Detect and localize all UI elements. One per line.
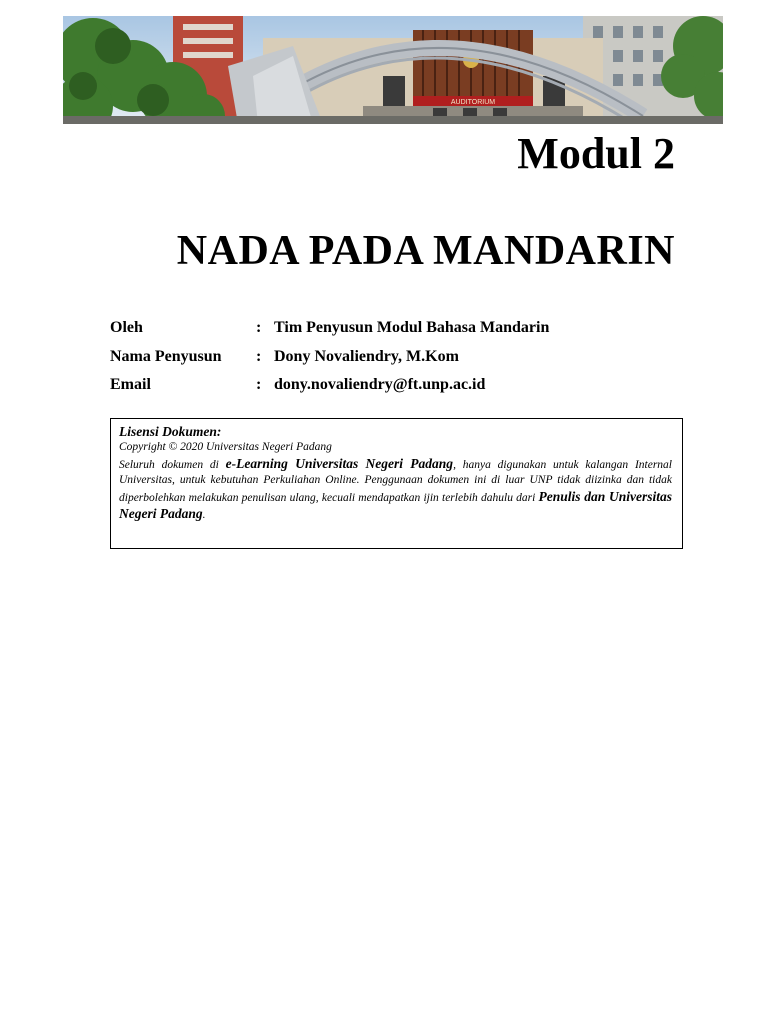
- building-sign-text: AUDITORIUM: [450, 99, 496, 106]
- license-text: [119, 456, 672, 524]
- info-value: Tim Penyusun Modul Bahasa Mandarin: [274, 319, 550, 336]
- info-row-oleh: [110, 316, 690, 345]
- license-text-part: .: [202, 509, 206, 521]
- license-copyright: Copyright © 2020 Universitas Negeri Padang: [119, 441, 332, 453]
- info-label: Nama Penyusun: [110, 347, 222, 365]
- info-label: Email: [110, 376, 151, 393]
- info-colon: :: [256, 376, 262, 393]
- license-box: [110, 418, 683, 549]
- info-row-nama-penyusun: [110, 345, 690, 374]
- header-banner-photo: [63, 16, 723, 124]
- info-colon: :: [256, 347, 262, 365]
- license-title: Lisensi Dokumen:: [119, 424, 222, 439]
- info-label: Oleh: [110, 319, 143, 336]
- email-value: dony.novaliendry@ft.unp.ac.id: [274, 376, 486, 393]
- module-number-heading: Modul 2: [517, 129, 675, 178]
- document-title: NADA PADA MANDARIN: [176, 228, 675, 274]
- license-emphasis: Penulis dan Universitas Negeri Padang: [119, 488, 672, 521]
- info-colon: :: [256, 319, 262, 336]
- author-info-block: [110, 316, 690, 402]
- info-row-email: [110, 373, 690, 402]
- info-value: Dony Novaliendry, M.Kom: [274, 347, 459, 365]
- license-text-part: Seluruh dokumen di: [119, 458, 226, 471]
- license-emphasis: e-Learning Universitas Negeri Padang: [225, 455, 454, 471]
- auditorium-building-image: [63, 16, 723, 124]
- license-text-part: , hanya digunakan untuk kalangan Internal Universitas, untuk kebutuhan Perkuliahan Online. Penggunaan dokumen ini di luar UNP tidak diizinka dan tidak diperbolehkan melakukan penulisan ulang, kecuali mendapatkan ijin terlebih dahulu dari: [119, 458, 673, 504]
